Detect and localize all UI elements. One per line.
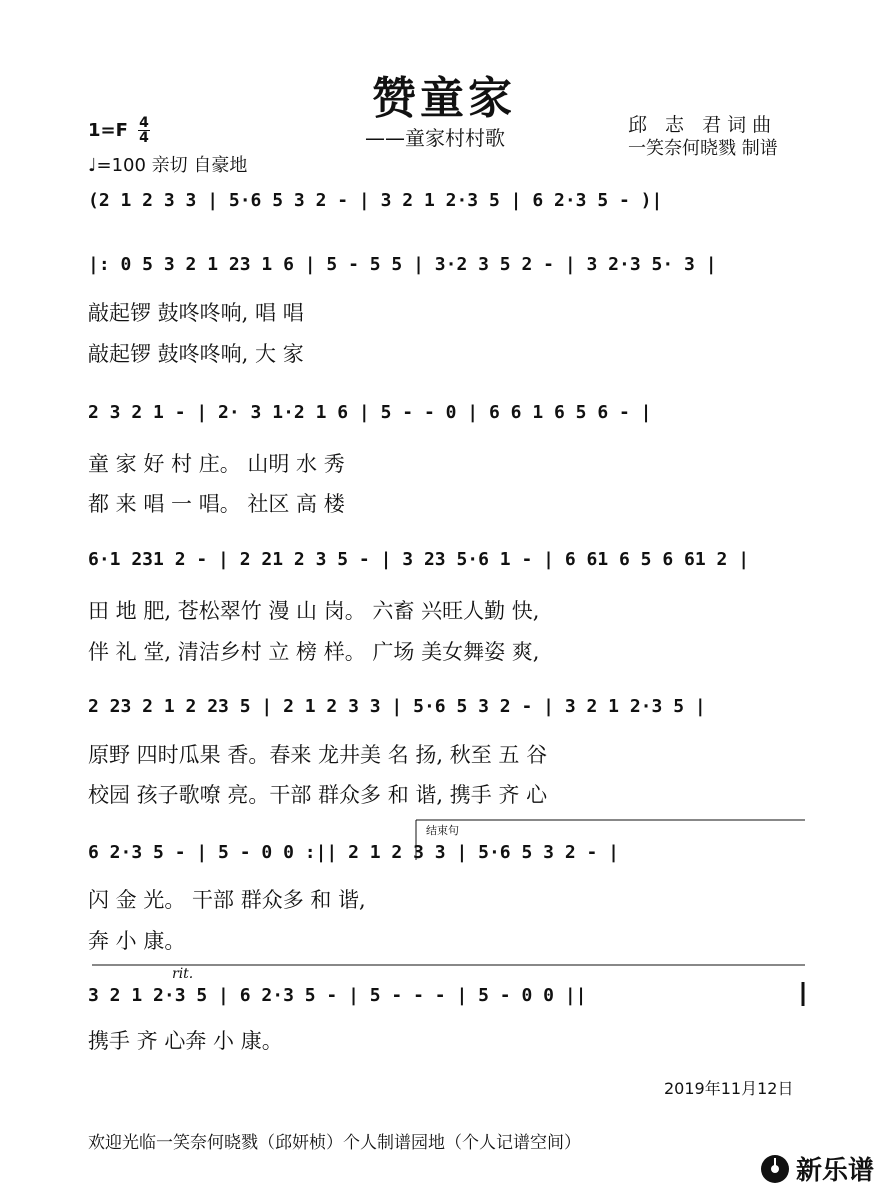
lyric-line-2a: 敲起锣 鼓咚咚响, 唱 唱 [88, 301, 304, 325]
music-line-6: 6 2·3 5 - | 5 - 0 0 :|| 2 1 2 3 3 | 5·6 5 3 2 - | [88, 842, 620, 863]
music-line-1: (2 1 2 3 3 | 5·6 5 3 2 - | 3 2 1 2·3 5 | 6 2·3 5 - )| [88, 190, 663, 211]
tempo-marking: ♩=100 亲切 自豪地 [88, 155, 248, 176]
lyric-line-3a: 童 家 好 村 庄。 山明 水 秀 [88, 452, 345, 476]
song-subtitle: ——童家村村歌 [365, 126, 505, 150]
arranger-credit: 一笑奈何晓戮 制谱 [628, 138, 778, 159]
lyric-line-4b: 伴 礼 堂, 清洁乡村 立 榜 样。 广场 美女舞姿 爽, [88, 640, 540, 664]
time-signature-top: 4 [139, 115, 149, 131]
music-line-2: |: 0 5 3 2 1 23 1 6 | 5 - 5 5 | 3·2 3 5 2 - | 3 2·3 5· 3 | [88, 254, 717, 275]
date-stamp: 2019年11月12日 [664, 1079, 794, 1098]
footer-note: 欢迎光临一笑奈何晓戮（邱妍桢）个人制谱园地（个人记谱空间） [88, 1133, 581, 1153]
lyric-line-5b: 校园 孩子歌嘹 亮。干部 群众多 和 谐, 携手 齐 心 [88, 783, 548, 807]
logo-text: 新乐谱 [796, 1156, 875, 1186]
ritardando-marking: rit. [172, 966, 194, 982]
song-title: 赞童家 [372, 73, 516, 124]
lyric-line-6b: 奔 小 康。 [88, 929, 186, 953]
key-signature: 1=F [88, 120, 128, 141]
lyric-line-6a: 闪 金 光。 干部 群众多 和 谐, [88, 888, 366, 912]
lyric-line-7a: 携手 齐 心奔 小 康。 [88, 1029, 283, 1053]
music-line-4: 6·1 231 2 - | 2 21 2 3 5 - | 3 23 5·6 1 - | 6 61 6 5 6 61 2 | [88, 549, 750, 570]
composer-credit: 邱 志 君词曲 [628, 114, 778, 136]
lyric-line-3b: 都 来 唱 一 唱。 社区 高 楼 [88, 492, 345, 516]
music-line-3: 2 3 2 1 - | 2· 3 1·2 1 6 | 5 - - 0 | 6 6 1 6 5 6 - | [88, 402, 652, 423]
time-signature-bottom: 4 [139, 130, 149, 146]
ending-label: 结束句 [426, 824, 459, 837]
lyric-line-2b: 敲起锣 鼓咚咚响, 大 家 [88, 342, 304, 366]
lyric-line-4a: 田 地 肥, 苍松翠竹 漫 山 岗。 六畜 兴旺人勤 快, [88, 599, 540, 623]
music-line-5: 2 23 2 1 2 23 5 | 2 1 2 3 3 | 5·6 5 3 2 - | 3 2 1 2·3 5 | [88, 696, 706, 717]
music-line-7: 3 2 1 2·3 5 | 6 2·3 5 - | 5 - - - | 5 - 0 0 || [88, 985, 587, 1006]
lyric-line-5a: 原野 四时瓜果 香。春来 龙井美 名 扬, 秋至 五 谷 [88, 743, 548, 767]
